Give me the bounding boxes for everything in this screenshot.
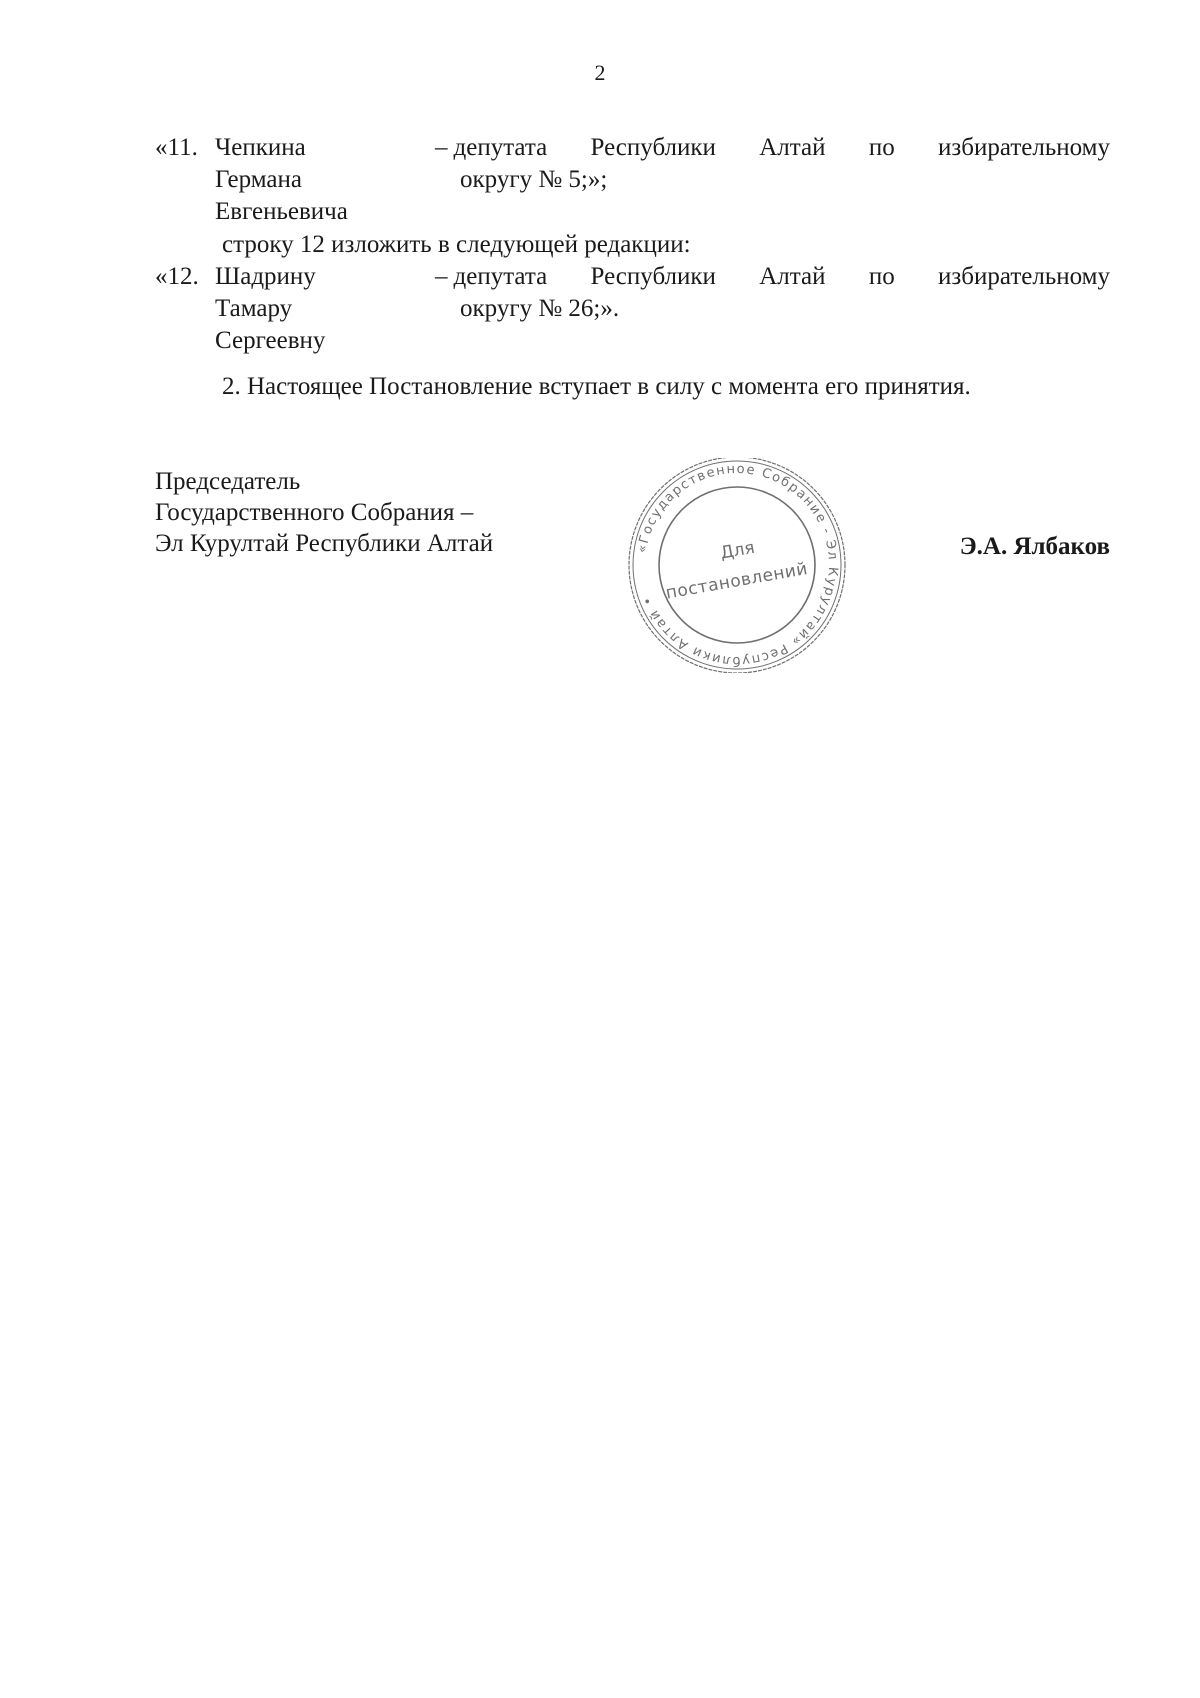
desc-word: Алтай — [759, 263, 826, 290]
desc-word: депутата — [453, 263, 548, 290]
desc-word: избирательному — [938, 263, 1110, 290]
entry-name-line: Германа — [215, 166, 302, 193]
entry-name-line: Шадрину — [215, 263, 316, 290]
entry-name-line: Тамару — [215, 295, 293, 322]
stamp-outer-ring — [629, 458, 845, 673]
signatory-name: Э.А. Ялбаков — [959, 533, 1110, 560]
instruction-text: строку 12 изложить в следующей редакции: — [222, 231, 691, 258]
entry-description — [435, 132, 1110, 196]
stamp-center-text: постановлений — [664, 558, 810, 604]
desc-word: Республики — [590, 134, 716, 161]
entry-name — [215, 132, 455, 228]
clause-text: 2. Настоящее Постановление вступает в силу с момента его принятия. — [222, 373, 971, 400]
desc-word: по — [868, 263, 895, 290]
signature-title — [155, 466, 493, 559]
desc-word: Республики — [590, 263, 716, 290]
list-entry-11 — [155, 132, 1110, 228]
entry-name-line: Сергеевну — [215, 327, 326, 354]
page-number: 2 — [594, 60, 606, 85]
entry-number: «12. — [155, 263, 199, 290]
list-entry-12 — [155, 261, 1110, 357]
signature-title-line: Государственного Собрания – — [155, 499, 474, 526]
desc-word: Алтай — [759, 134, 826, 161]
stamp-ring-text: «Государственное Собрание - Эл Курултай» Республики Алтай • — [634, 461, 841, 669]
signature-title-line: Председатель — [155, 468, 301, 495]
entry-dash: – — [435, 263, 448, 290]
entry-name-line: Евгеньевича — [215, 198, 348, 225]
entry-number: «11. — [155, 134, 198, 161]
stamp-center-text: Для — [718, 537, 757, 564]
entry-name — [215, 261, 455, 357]
entry-desc-line2: округу № 26;». — [460, 295, 620, 322]
desc-word: избирательному — [938, 134, 1110, 161]
entry-dash: – — [435, 134, 448, 161]
entry-name-line: Чепкина — [215, 134, 306, 161]
entry-description — [435, 261, 1110, 325]
entry-desc-line2: округу № 5;»; — [460, 166, 608, 193]
official-seal-stamp — [622, 458, 852, 673]
desc-word: депутата — [453, 134, 548, 161]
desc-word: по — [868, 134, 895, 161]
signature-title-line: Эл Курултай Республики Алтай — [155, 530, 494, 557]
